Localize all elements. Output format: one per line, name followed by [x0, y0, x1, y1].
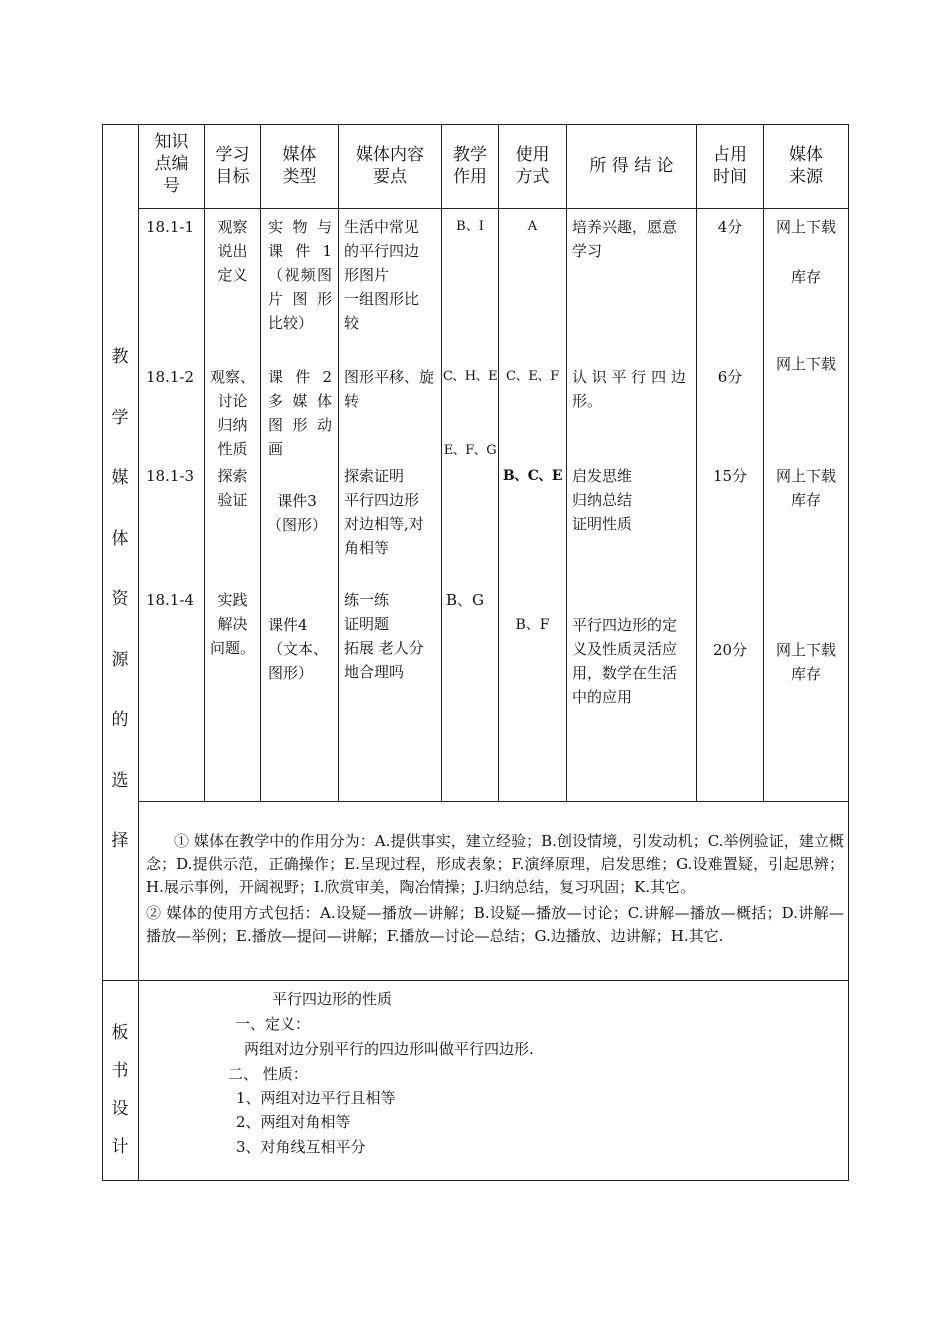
row-role: B、G [446, 591, 485, 609]
row-usage: B、F [515, 617, 550, 633]
board-title: 平行四边形的性质 [272, 990, 393, 1008]
row-time: 20分 [712, 641, 748, 659]
board-section-definition: 一、定义： [235, 1015, 311, 1033]
cell-line: 网上下载 [775, 641, 836, 659]
cell-line: 启发思维 [572, 467, 633, 485]
side-char: 学 [111, 407, 129, 428]
row-media-content [344, 588, 424, 684]
row-conclusion [572, 464, 632, 536]
cell-line: 库存 [790, 268, 821, 286]
row-role: B、I [456, 219, 484, 234]
row-goal [205, 365, 260, 461]
side-label-divider [138, 124, 139, 1181]
cell-line: 课 件 2 [268, 368, 332, 386]
cell-line: 练一练 [344, 591, 390, 609]
cell-line: 验证 [217, 491, 248, 509]
cell-line: 图形） [268, 664, 314, 682]
board-property-item: 3、对角线互相平分 [236, 1138, 366, 1156]
cell-line: 说出 [217, 242, 248, 260]
side-char: 源 [111, 649, 129, 670]
cell-line: 的平行四边 [344, 242, 420, 260]
cell-line: 平行四边形的定 [572, 616, 678, 634]
header-line: 占用 [713, 145, 747, 165]
header-line: 点编 [154, 154, 189, 174]
note-media-roles: ① 媒体在教学中的作用分为：A.提供事实，建立经验；B.创设情境，引发动机；C.举例验证，建立概念；D.提供示范，正确操作；E.呈现过程，形成表象；F.演绎原理，启发思维；G.设难置疑，引起思辨；H.展示事例，开阔视野；I.欣赏审美，陶冶情操；J.归纳总结，复习巩固；K.其它。 [146, 832, 844, 896]
cell-line: 探索证明 [344, 467, 405, 485]
cell-line: 观察 [217, 218, 248, 236]
row-media-type [268, 365, 332, 461]
cell-line: 义及性质灵活应 [572, 640, 678, 658]
header-line: 方式 [515, 167, 550, 187]
side-char: 计 [111, 1137, 129, 1157]
row-media-type [268, 215, 332, 335]
row-id: 18.1-4 [146, 591, 195, 609]
row-id: 18.1-1 [146, 218, 195, 236]
header-media-source [764, 144, 848, 188]
board-property-item: 2、两组对角相等 [236, 1113, 351, 1131]
cell-line: 库存 [790, 491, 821, 509]
col-divider [566, 124, 567, 801]
cell-line: 网上下载 [775, 467, 836, 485]
cell-line: 讨论 [217, 392, 248, 410]
row-usage: B、C、E [502, 468, 563, 484]
header-media-type [261, 144, 338, 188]
row-time: 6分 [717, 368, 743, 386]
row-id: 18.1-2 [146, 368, 195, 386]
row-media-content [344, 215, 419, 335]
board-section-properties: 二、 性质： [228, 1065, 308, 1083]
board-definition-text: 两组对边分别平行的四边形叫做平行四边形. [244, 1040, 534, 1058]
header-line: 作用 [453, 167, 487, 187]
row-media-type [261, 489, 333, 537]
row-goal [205, 215, 260, 287]
header-row-divider [138, 208, 849, 209]
cell-line: 拓展 老人分 [344, 639, 424, 657]
row-source [764, 215, 848, 289]
side-char: 选 [111, 770, 129, 791]
header-line: 来源 [789, 167, 823, 187]
board-property-item: 1、两组对边平行且相等 [236, 1089, 396, 1107]
col-divider [338, 124, 339, 801]
row-media-type [268, 613, 328, 685]
header-line: 媒体 [789, 145, 823, 165]
cell-line: 转 [344, 392, 360, 410]
cell-line: 证明性质 [572, 515, 633, 533]
cell-line: 片 图 形 [268, 290, 332, 308]
col-divider [260, 124, 261, 801]
header-line: 媒体内容 [356, 145, 424, 165]
cell-line: 证明题 [344, 615, 390, 633]
cell-line: 解决 [217, 615, 248, 633]
cell-line: 问题。 [209, 639, 255, 657]
header-time [697, 144, 763, 188]
side-char: 择 [111, 831, 129, 851]
row-time: 15分 [712, 467, 748, 485]
notes-top-divider [138, 801, 849, 802]
header-line: 学习 [215, 145, 250, 165]
table-border-right [848, 124, 849, 1181]
cell-line: 用，数学在生活 [572, 664, 678, 682]
cell-line: 中的应用 [572, 688, 633, 706]
note-usage-modes: ② 媒体的使用方式包括：A.设疑—播放—讲解；B.设疑—播放—讨论；C.讲解—播放—概括；D.讲解—播放—举例；E.播放—提问—讲解；F.播放—讨论—总结；G.边播放、边讲解；H.其它. [146, 904, 844, 945]
section-divider [102, 980, 849, 981]
row-media-content [344, 365, 434, 413]
side-char: 资 [111, 589, 129, 609]
header-usage-mode [499, 144, 566, 188]
header-learning-goal [205, 144, 260, 188]
side-label-media-selection [102, 327, 138, 872]
header-knowledge-point [139, 131, 204, 197]
side-char: 的 [111, 710, 129, 730]
row-goal [205, 588, 260, 660]
cell-line: 地合理吗 [344, 663, 405, 681]
row-conclusion [572, 613, 677, 709]
cell-line: 画 [268, 440, 284, 458]
cell-line: 多 媒 体 [268, 392, 332, 410]
side-char: 体 [111, 528, 129, 549]
row-usage: A [527, 219, 538, 234]
cell-line: 形图片 [344, 266, 390, 284]
cell-line: 归纳 [217, 416, 248, 434]
cell-line: （图形） [266, 516, 327, 534]
cell-line: 对边相等,对 [344, 515, 424, 533]
row-usage: C、E、F [506, 369, 559, 384]
header-line: 教学 [453, 145, 487, 165]
cell-line: 学习 [572, 242, 603, 260]
cell-line: 课件3 [277, 492, 317, 510]
side-label-board-design [102, 1014, 138, 1166]
row-goal [205, 464, 260, 512]
cell-line: 观察、 [209, 368, 255, 386]
cell-line: 库存 [790, 665, 821, 683]
cell-line: 性质 [217, 440, 248, 458]
header-line: 目标 [215, 167, 250, 187]
row-source: 网上下载 [775, 355, 836, 373]
header-line: 时间 [713, 167, 747, 187]
cell-line: 课 件 1 [268, 242, 332, 260]
row-source [764, 638, 848, 686]
header-conclusion: 所 得 结 论 [589, 156, 674, 176]
cell-line: 图形平移、旋 [344, 368, 435, 386]
cell-line: 较 [344, 314, 360, 332]
row-conclusion [572, 365, 686, 413]
cell-line: 一组图形比 [344, 290, 420, 308]
row-source [764, 464, 848, 512]
header-line: 类型 [282, 167, 317, 187]
cell-line: 课件4 [268, 616, 308, 634]
side-char: 板 [111, 1023, 129, 1043]
row-id: 18.1-3 [146, 467, 195, 485]
header-teaching-role [442, 144, 498, 188]
side-char: 设 [111, 1099, 129, 1119]
cell-line: 实践 [217, 591, 248, 609]
cell-line: 平行四边形 [344, 491, 420, 509]
header-media-content [339, 144, 441, 188]
cell-line: 认 识 平 行 四 边 [572, 368, 686, 386]
cell-line: 归纳总结 [572, 491, 633, 509]
row-media-content [344, 464, 424, 560]
cell-line: 实 物 与 [268, 218, 332, 236]
cell-line: （文本、 [268, 640, 329, 658]
side-char: 教 [111, 347, 129, 367]
row-role: C、H、E [442, 369, 498, 384]
cell-line: 网上下载 [775, 218, 836, 236]
cell-line: 图 形 动 [268, 416, 332, 434]
cell-line: 角相等 [344, 539, 390, 557]
cell-line: 生活中常见 [344, 218, 420, 236]
row-time: 4分 [717, 218, 743, 236]
cell-line: 定义 [217, 266, 248, 284]
cell-line: 形。 [572, 392, 603, 410]
table-border-top [102, 124, 849, 125]
cell-line: （视频图 [268, 266, 332, 284]
side-char: 书 [111, 1061, 129, 1081]
table-border-bottom [102, 1180, 849, 1181]
header-line: 号 [163, 176, 180, 196]
side-char: 媒 [111, 468, 129, 488]
row-role: E、F、G [443, 443, 497, 458]
cell-line: 培养兴趣，愿意 [572, 218, 678, 236]
header-line: 知识 [154, 132, 189, 152]
header-line: 媒体 [282, 145, 317, 165]
cell-line: 探索 [217, 467, 248, 485]
cell-line: 比较） [268, 314, 314, 332]
header-line: 使用 [515, 145, 550, 165]
header-line: 要点 [373, 167, 407, 187]
row-conclusion [572, 215, 677, 263]
